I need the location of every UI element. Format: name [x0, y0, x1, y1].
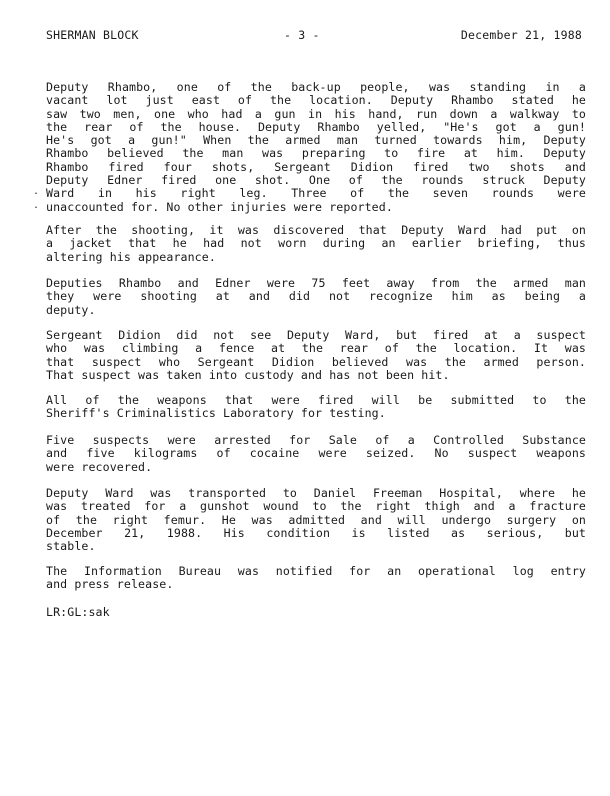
text-line: unaccounted for. No other injuries were reported.	[46, 199, 393, 214]
text-line: and five kilograms of cocaine were seized. No suspect weapons	[46, 446, 586, 461]
text-line: Sheriff's Criminalistics Laboratory for testing.	[46, 406, 386, 421]
paragraph-jacket	[46, 224, 586, 264]
text-line: Rhambo believed the man was preparing to fire at him. Deputy	[46, 146, 586, 161]
text-line: who was climbing a fence at the rear of the location. It was	[46, 341, 586, 356]
text-line: were recovered.	[46, 459, 153, 474]
paragraph-distance	[46, 277, 586, 317]
paragraph-shooting-account	[46, 81, 586, 214]
header-author: SHERMAN BLOCK	[46, 28, 139, 42]
text-line: that suspect who Sergeant Didion believed was the armed person.	[46, 354, 586, 369]
text-line: they were shooting at and did not recognize him as being a	[46, 289, 586, 304]
margin-dot: .	[33, 200, 40, 211]
text-line: After the shooting, it was discovered that Deputy Ward had put on	[46, 223, 586, 237]
header-page-number: - 3 -	[284, 28, 320, 42]
text-line: December 21, 1988. His condition is listed as serious, but	[46, 525, 586, 540]
text-line: Deputy Edner fired one shot. One of the rounds struck Deputy	[46, 173, 586, 188]
text-line: That suspect was taken into custody and has not been hit.	[46, 367, 450, 382]
text-line: vacant lot just east of the location. Deputy Rhambo stated he	[46, 93, 586, 108]
typist-initials	[46, 606, 586, 619]
text-line: stable.	[46, 539, 96, 554]
text-line: the rear of the house. Deputy Rhambo yelled, "He's got a gun!	[46, 119, 586, 134]
text-line: The Information Bureau was notified for an operational log entry	[46, 564, 586, 578]
initials-line: LR:GL:sak	[46, 605, 110, 619]
header-date: December 21, 1988	[460, 28, 582, 42]
paragraph-hospital	[46, 487, 586, 553]
text-line: altering his appearance.	[46, 249, 216, 264]
paragraph-information-bureau	[46, 565, 586, 592]
text-line: He's got a gun!" When the armed man turned towards him, Deputy	[46, 133, 586, 148]
margin-dot: .	[33, 186, 40, 197]
text-line: Rhambo fired four shots, Sergeant Didion fired two shots and	[46, 159, 586, 174]
paragraph-weapons	[46, 394, 586, 421]
text-line: a jacket that he had not worn during an earlier briefing, thus	[46, 236, 586, 251]
text-line: of the right femur. He was admitted and will undergo surgery on	[46, 512, 586, 527]
paragraph-didion	[46, 329, 586, 382]
text-line: Ward in his right leg. Three of the seven rounds were	[46, 186, 586, 201]
text-line: Deputy Rhambo, one of the back-up people, was standing in a	[46, 80, 586, 94]
text-line: saw two men, one who had a gun in his hand, run down a walkway to	[46, 106, 586, 121]
paragraph-arrests	[46, 434, 586, 474]
text-line: was treated for a gunshot wound to the right thigh and a fracture	[46, 499, 586, 514]
text-line: deputy.	[46, 302, 96, 317]
text-line: and press release.	[46, 577, 174, 592]
text-line: Deputy Ward was transported to Daniel Freeman Hospital, where he	[46, 486, 586, 500]
text-line: All of the weapons that were fired will be submitted to the	[46, 393, 586, 407]
text-line: Deputies Rhambo and Edner were 75 feet away from the armed man	[46, 276, 586, 290]
text-line: Sergeant Didion did not see Deputy Ward, but fired at a suspect	[46, 328, 586, 342]
text-line: Five suspects were arrested for Sale of a Controlled Substance	[46, 433, 586, 447]
page-header	[46, 28, 582, 46]
